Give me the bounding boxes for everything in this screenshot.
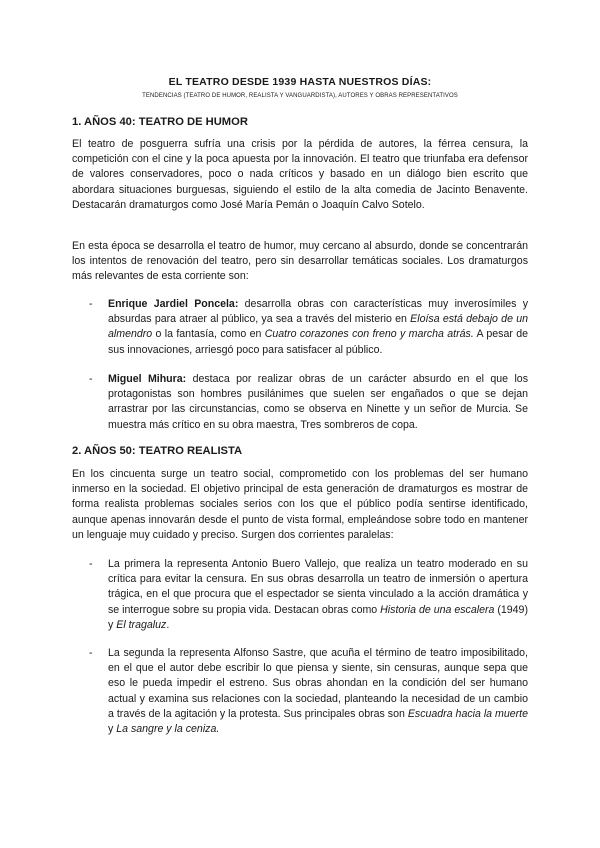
bullet-text: La primera la representa Antonio Buero Vallejo, que realiza un teatro moderado en su crítica para evitar la censura. En sus obras desarrolla un teatro de inmersión o apertura trágica, en el que procura que el espectador se sienta vinculado a la acción dramática y se interrogue sobre su propia vida. Destacan obras como [108, 558, 528, 616]
bullet-buero-vallejo [108, 557, 528, 633]
bullet-text: y [108, 723, 117, 736]
section-1-paragraph-2: En esta época se desarrolla el teatro de humor, muy cercano al absurdo, donde se concentrarán los intentos de renovación del teatro, pero sin desarrollar temáticas sociales. Los dramaturgos más relevantes de esta corriente son: [72, 240, 528, 283]
bullet-text: o la fantasía, como en [152, 328, 265, 341]
section-2-paragraph-1: En los cincuenta surge un teatro social, comprometido con los problemas del ser humano inmerso en la sociedad. El objetivo principal de esta generación de dramaturgos es mostrar de forma realista problemas sociales serios con los que el público podía sentirse identificado, aunque apenas innovarán desde el punto de vista formal, empleándose sobre todo en mantener un lenguaje muy cuidado y preciso. Surgen dos corrientes paralelas: [72, 468, 528, 541]
bullet-text: destaca por realizar obras de un carácter absurdo en el que los protagonistas son hombres pusilánimes que suelen ser engañados o que se dejan arrastrar por las circunstancias, como se observa en Ninette y un señor de Murcia. Se muestra más crítico en su obra maestra, Tres sombreros de copa. [108, 373, 528, 431]
bullet-text: La segunda la representa Alfonso Sastre, que acuña el término de teatro imposibilitado, en el que el autor debe escribir lo que piensa y siente, sin censuras, aunque sepa que eso le pueda impedir el estreno. Sus obras ahondan en la condición del ser humano actual y examina sus relaciones con la sociedad, planteando la necesidad de un cambio a través de la agitación y la protesta. Sus principales obras son [108, 647, 528, 720]
work-title: Historia de una escalera [380, 603, 495, 616]
section-1-paragraph-1: El teatro de posguerra sufría una crisis por la pérdida de autores, la férrea censura, la competición con el cine y la poca apuesta por la innovación. El teatro que triunfaba era defensor de valores conservadores, poco o nada críticos y basado en un diálogo bien escrito que abordara situaciones burguesas, siguiendo el estilo de la alta comedia de Jacinto Benavente. Destacarán dramaturgos como José María Pemán o Joaquín Calvo Sotelo. [72, 138, 528, 211]
bullet-dash: - [89, 647, 93, 659]
section-heading-1: 1. AÑOS 40: TEATRO DE HUMOR [72, 116, 248, 128]
author-name: Enrique Jardiel Poncela: [108, 298, 239, 310]
work-title: Eloísa está debajo de un almendro [108, 313, 528, 341]
work-title: Escuadra hacia la muerte [407, 707, 528, 720]
bullet-alfonso-sastre [108, 646, 528, 737]
author-name: Miguel Mihura: [108, 373, 187, 385]
work-title: La sangre y la ceniza. [116, 723, 220, 736]
bullet-text: A pesar de sus innovaciones, arriesgó poco para satisfacer al público. [108, 328, 528, 356]
work-title: Cuatro corazones con freno y marcha atrás. [264, 328, 474, 341]
document-subtitle: TENDENCIAS (TEATRO DE HUMOR, REALISTA Y VANGUARDISTA), AUTORES Y OBRAS REPRESENTATIVOS [142, 93, 458, 99]
bullet-text: . [166, 618, 170, 631]
bullet-text: (1949) y [108, 603, 528, 631]
bullet-dash: - [89, 558, 93, 570]
bullet-text: desarrolla obras con características muy inverosímiles y absurdas para atraer al público, ya sea a través del misterio en [108, 298, 528, 326]
section-heading-2: 2. AÑOS 50: TEATRO REALISTA [72, 445, 243, 457]
bullet-dash: - [89, 298, 93, 310]
bullet-mihura [108, 372, 528, 433]
bullet-dash: - [89, 373, 93, 385]
bullet-jardiel-poncela [108, 297, 528, 358]
work-title: El tragaluz [116, 618, 167, 631]
document-title: EL TEATRO DESDE 1939 HASTA NUESTROS DÍAS: [168, 76, 432, 88]
